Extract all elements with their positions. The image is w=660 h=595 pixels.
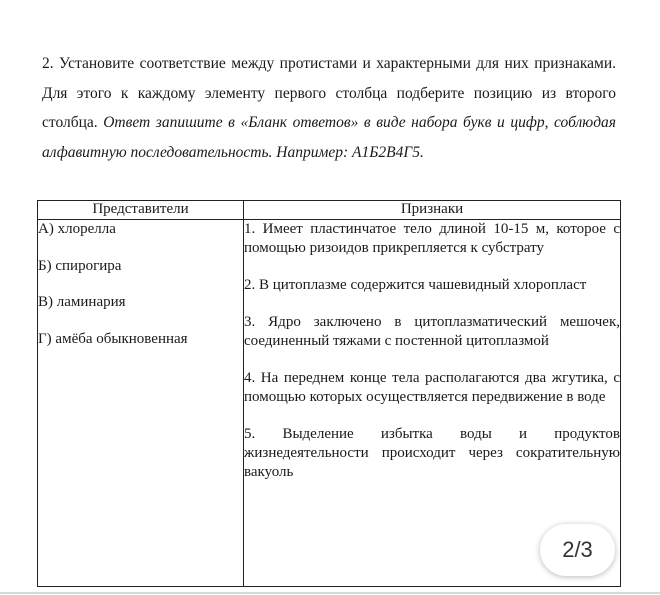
feature-item: 5. Выделение избытка воды и продуктов жизнедеятельности происходит через сократительную вакуоль (244, 426, 620, 480)
page-bottom-divider (0, 592, 660, 594)
question-answer-format: Ответ запишите в «Бланк ответов» в виде набора букв и цифр, соблюдая алфавитную последовательность. Например: А1Б2В4Г5. (42, 114, 616, 161)
feature-item: 2. В цитоплазме содержится чашевидный хлоропласт (244, 277, 587, 293)
page-indicator-badge[interactable]: 2/3 (540, 524, 615, 576)
representative-item: Б) спирогира (38, 257, 122, 274)
representative-item: В) ламинария (38, 294, 126, 310)
header-representatives: Представители (38, 201, 244, 220)
representative-item: А) хлорелла (38, 221, 116, 237)
feature-item: 4. На переднем конце тела располагаются два жгутика, с помощью которых осуществляется передвижение в воде (244, 370, 620, 405)
feature-item: 1. Имеет пластинчатое тело длиной 10-15 м, которое с помощью ризоидов прикрепляется к субстрату (244, 221, 620, 256)
table-body-row (38, 220, 621, 587)
representatives-cell (38, 220, 244, 587)
table-header-row (38, 201, 621, 220)
question-instruction: 2. Установите соответствие между протистами и характерными для них признаками. Для этого к каждому элементу первого столбца подберите позицию из второго столбца. (42, 55, 616, 131)
header-features: Признаки (244, 201, 621, 220)
representative-item: Г) амёба обыкновенная (38, 330, 188, 347)
question-text (42, 49, 616, 167)
matching-table (37, 200, 621, 587)
feature-item: 3. Ядро заключено в цитоплазматический мешочек, соединенный тяжами с постенной цитоплазмой (244, 314, 620, 349)
